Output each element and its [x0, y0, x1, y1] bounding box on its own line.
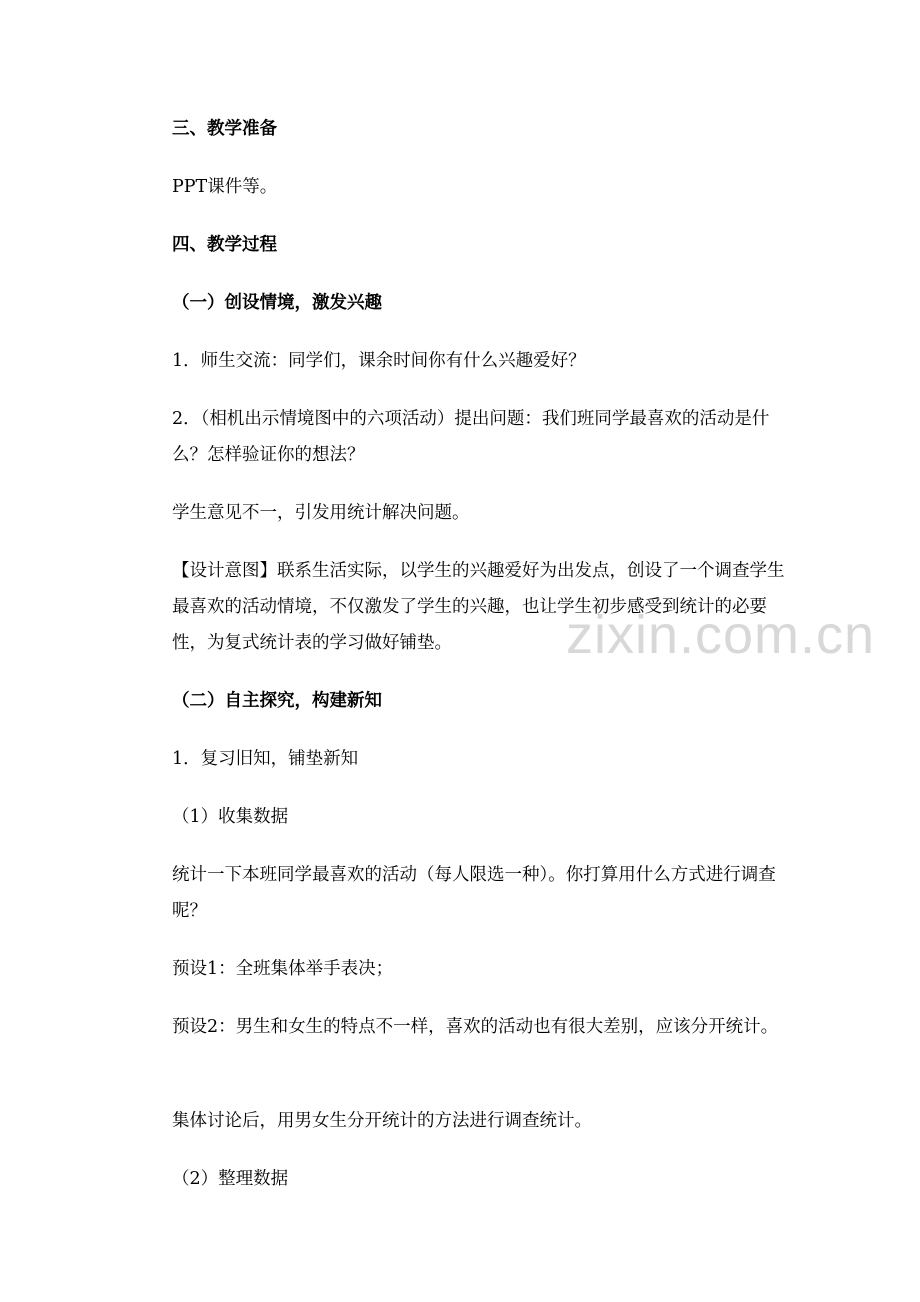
section-heading-process: 四、教学过程 — [172, 235, 277, 255]
paragraph-step-1: 1．师生交流：同学们，课余时间你有什么兴趣爱好？ — [172, 351, 586, 371]
subheading-explore: （二）自主探究，构建新知 — [172, 691, 382, 711]
watermark: zixin.com.cn — [566, 605, 876, 665]
paragraph-review: 1．复习旧知，铺垫新知 — [172, 749, 359, 769]
paragraph-preset-1: 预设1：全班集体举手表决； — [172, 959, 394, 979]
section-heading-preparation: 三、教学准备 — [172, 119, 277, 139]
paragraph-design-intent: 【设计意图】联系生活实际，以学生的兴趣爱好为出发点，创设了一个调查学生最喜欢的活动情境，不仅激发了学生的兴趣，也让学生初步感受到统计的必要性，为复式统计表的学习做好铺垫。 — [172, 561, 785, 653]
paragraph-student-opinions: 学生意见不一，引发用统计解决问题。 — [172, 503, 470, 523]
paragraph-step-2: 2．（相机出示情境图中的六项活动）提出问题：我们班同学最喜欢的活动是什么？怎样验证你的想法？ — [172, 409, 770, 465]
paragraph-organize-data: （2）整理数据 — [172, 1169, 289, 1189]
paragraph-materials: PPT课件等。 — [172, 177, 278, 197]
paragraph-preset-2: 预设2：男生和女生的特点不一样，喜欢的活动也有很大差别，应该分开统计。 — [172, 1017, 779, 1037]
subheading-create-situation: （一）创设情境，激发兴趣 — [172, 293, 382, 313]
paragraph-survey-question: 统计一下本班同学最喜欢的活动（每人限选一种）。你打算用什么方式进行调查呢？ — [172, 865, 776, 921]
paragraph-collect-data: （1）收集数据 — [172, 807, 289, 827]
paragraph-discussion: 集体讨论后，用男女生分开统计的方法进行调查统计。 — [172, 1111, 592, 1131]
